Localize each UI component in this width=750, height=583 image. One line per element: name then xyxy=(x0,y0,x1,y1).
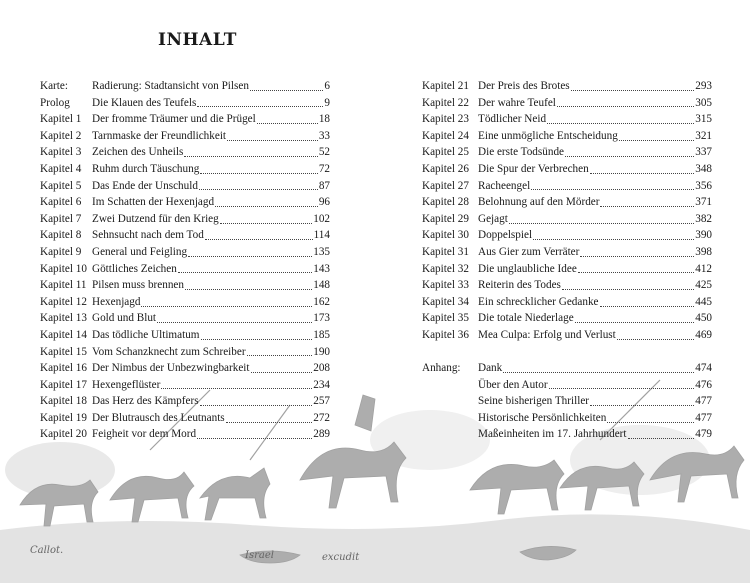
toc-entry xyxy=(40,277,330,294)
toc-entry-label: Kapitel 5 xyxy=(40,179,82,192)
toc-entry xyxy=(422,78,712,95)
dot-leader xyxy=(200,405,313,406)
toc-entry-title: Reiterin des Todes xyxy=(478,279,561,292)
toc-entry-title: Radierung: Stadtansicht von Pilsen xyxy=(92,80,249,92)
toc-left-column xyxy=(40,78,330,443)
dot-leader xyxy=(619,140,694,141)
dot-leader xyxy=(607,422,694,423)
dot-leader xyxy=(226,422,313,423)
toc-entry-label: Kapitel 25 xyxy=(422,146,469,159)
toc-entry xyxy=(422,227,712,244)
toc-entry-page: 185 xyxy=(313,328,330,341)
toc-entry-label: Kapitel 23 xyxy=(422,113,469,126)
dot-leader xyxy=(215,206,318,207)
toc-entry-title: Zwei Dutzend für den Krieg xyxy=(92,212,219,225)
toc-entry-title: Die unglaubliche Idee xyxy=(478,262,577,275)
toc-entry-page: 356 xyxy=(695,179,712,192)
toc-entry-page: 96 xyxy=(318,196,330,209)
toc-entry xyxy=(422,426,712,443)
toc-entry-label: Kapitel 21 xyxy=(422,80,469,92)
dot-leader xyxy=(600,306,695,307)
toc-entry-label: Kapitel 6 xyxy=(40,196,82,209)
toc-entry-page: 390 xyxy=(695,229,712,242)
toc-entry xyxy=(40,327,330,344)
toc-entry xyxy=(40,426,330,443)
toc-entry-title: Pilsen muss brennen xyxy=(92,279,184,292)
toc-entry-page: 234 xyxy=(313,378,330,391)
toc-entry-label: Kapitel 20 xyxy=(40,428,87,441)
signature-middle: Israel xyxy=(245,550,274,561)
toc-entry xyxy=(40,194,330,211)
dot-leader xyxy=(178,272,312,273)
toc-entry-title: Historische Persönlichkeiten xyxy=(478,411,607,424)
dot-leader xyxy=(590,173,695,174)
toc-entry-page: 315 xyxy=(695,113,712,126)
toc-entry-label: Kapitel 19 xyxy=(40,411,87,424)
toc-entry-page: 33 xyxy=(318,129,330,142)
dot-leader xyxy=(220,223,312,224)
dot-leader xyxy=(200,173,318,174)
toc-entry-label: Kapitel 4 xyxy=(40,162,82,175)
dot-leader xyxy=(188,256,312,257)
toc-entry-label: Kapitel 29 xyxy=(422,212,469,225)
toc-entry-page: 135 xyxy=(313,245,330,258)
toc-entry-label: Kapitel 2 xyxy=(40,129,82,142)
toc-entry xyxy=(40,161,330,178)
toc-entry-label: Kapitel 9 xyxy=(40,245,82,258)
toc-entry-page: 9 xyxy=(324,96,330,109)
toc-entry-title: Das Ende der Unschuld xyxy=(92,179,198,192)
dot-leader xyxy=(590,405,694,406)
dot-leader xyxy=(509,223,694,224)
toc-entry-title: Gejagt xyxy=(478,212,508,225)
toc-entry-label: Prolog xyxy=(40,96,70,109)
toc-entry xyxy=(422,410,712,427)
toc-entry-page: 412 xyxy=(695,262,712,275)
toc-entry xyxy=(40,244,330,261)
toc-entry-label: Kapitel 8 xyxy=(40,229,82,242)
toc-entry-page: 208 xyxy=(313,362,330,375)
toc-entry-label: Kapitel 13 xyxy=(40,312,87,325)
toc-entry xyxy=(422,211,712,228)
dot-leader xyxy=(575,322,695,323)
toc-entry-label: Kapitel 18 xyxy=(40,395,87,408)
toc-entry-title: Maßeinheiten im 17. Jahrhundert xyxy=(478,428,627,441)
toc-entry xyxy=(40,344,330,361)
toc-entry-page: 6 xyxy=(324,80,330,92)
toc-entry-label: Kapitel 31 xyxy=(422,245,469,258)
dot-leader xyxy=(184,156,317,157)
dot-leader xyxy=(547,123,694,124)
dot-leader xyxy=(600,206,694,207)
toc-entry-title: Gold und Blut xyxy=(92,312,157,325)
section-gap xyxy=(422,344,712,361)
dot-leader xyxy=(185,289,312,290)
toc-entry-title: Feigheit vor dem Mord xyxy=(92,428,197,441)
toc-entry xyxy=(40,377,330,394)
dot-leader xyxy=(580,256,694,257)
toc-entry-title: Die totale Niederlage xyxy=(478,312,574,325)
toc-entry xyxy=(40,294,330,311)
toc-entry xyxy=(40,78,330,95)
toc-entry-label: Kapitel 28 xyxy=(422,196,469,209)
toc-right-column xyxy=(422,78,712,443)
toc-entry xyxy=(422,161,712,178)
toc-entry-label: Kapitel 1 xyxy=(40,113,82,126)
toc-entry-page: 148 xyxy=(313,279,330,292)
toc-entry-title: Eine unmögliche Entscheidung xyxy=(478,129,618,142)
toc-entry xyxy=(422,360,712,377)
toc-entry-page: 382 xyxy=(695,212,712,225)
toc-entry-page: 474 xyxy=(695,362,712,375)
toc-entry-label: Anhang: xyxy=(422,362,461,375)
toc-entry-page: 72 xyxy=(318,162,330,175)
dot-leader xyxy=(562,289,694,290)
toc-entry-label: Kapitel 36 xyxy=(422,328,469,341)
toc-entry-label: Kapitel 16 xyxy=(40,362,87,375)
toc-entry xyxy=(422,144,712,161)
toc-entry-title: Seine bisherigen Thriller xyxy=(478,395,590,408)
dot-leader xyxy=(571,90,695,91)
dot-leader xyxy=(251,372,313,373)
toc-entry-page: 87 xyxy=(318,179,330,192)
dot-leader xyxy=(227,140,318,141)
toc-entry-title: Dank xyxy=(478,362,503,375)
toc-entry xyxy=(40,144,330,161)
toc-entry xyxy=(40,211,330,228)
toc-entry-page: 305 xyxy=(695,96,712,109)
toc-entry-label: Kapitel 27 xyxy=(422,179,469,192)
toc-entry xyxy=(422,261,712,278)
toc-entry-page: 321 xyxy=(695,129,712,142)
dot-leader xyxy=(557,106,694,107)
toc-entry xyxy=(422,244,712,261)
toc-entry-page: 257 xyxy=(313,395,330,408)
toc-entry-page: 348 xyxy=(695,162,712,175)
toc-entry-page: 445 xyxy=(695,295,712,308)
toc-entry xyxy=(422,277,712,294)
toc-entry-title: Hexenjagd xyxy=(92,295,141,308)
toc-entry-page: 18 xyxy=(318,113,330,126)
toc-entry-page: 476 xyxy=(695,378,712,391)
toc-entry-title: Belohnung auf den Mörder xyxy=(478,196,600,209)
toc-entry-page: 162 xyxy=(313,295,330,308)
toc-entry-page: 337 xyxy=(695,146,712,159)
toc-entry xyxy=(40,178,330,195)
toc-entry-label: Kapitel 26 xyxy=(422,162,469,175)
toc-entry-title: Vom Schanzknecht zum Schreiber xyxy=(92,345,246,358)
toc-entry-title: Ruhm durch Täuschung xyxy=(92,162,200,175)
toc-entry-page: 477 xyxy=(695,395,712,408)
toc-entry-title: General und Feigling xyxy=(92,245,188,258)
toc-entry-label: Kapitel 35 xyxy=(422,312,469,325)
toc-entry xyxy=(422,310,712,327)
dot-leader xyxy=(141,306,312,307)
toc-entry xyxy=(422,194,712,211)
toc-entry-title: Über den Autor xyxy=(478,378,548,391)
toc-entry-title: Der Preis des Brotes xyxy=(478,80,570,92)
toc-entry xyxy=(40,410,330,427)
toc-entry-page: 102 xyxy=(313,212,330,225)
toc-entry-label: Kapitel 3 xyxy=(40,146,82,159)
toc-entry-page: 272 xyxy=(313,411,330,424)
toc-entry xyxy=(40,111,330,128)
toc-entry-label: Kapitel 15 xyxy=(40,345,87,358)
toc-entry-title: Die Spur der Verbrechen xyxy=(478,162,589,175)
dot-leader xyxy=(157,322,312,323)
toc-entry-page: 52 xyxy=(318,146,330,159)
dot-leader xyxy=(628,438,695,439)
toc-entry-title: Der Blutrausch des Leutnants xyxy=(92,411,225,424)
toc-entry xyxy=(422,128,712,145)
toc-entry-title: Racheengel xyxy=(478,179,531,192)
dot-leader xyxy=(199,189,318,190)
dot-leader xyxy=(247,355,313,356)
toc-entry-page: 479 xyxy=(695,428,712,441)
toc-entry-title: Der fromme Träumer und die Prügel xyxy=(92,113,256,126)
toc-entry-title: Das Herz des Kämpfers xyxy=(92,395,199,408)
toc-entry-page: 114 xyxy=(313,229,330,242)
toc-entry-title: Tarnmaske der Freundlichkeit xyxy=(92,129,227,142)
toc-entry-page: 173 xyxy=(313,312,330,325)
toc-entry-label: Kapitel 33 xyxy=(422,279,469,292)
toc-entry-label: Kapitel 11 xyxy=(40,279,87,292)
toc-entry-label: Kapitel 17 xyxy=(40,378,87,391)
toc-entry xyxy=(422,377,712,394)
toc-entry-label: Kapitel 22 xyxy=(422,96,469,109)
toc-entry-title: Tödlicher Neid xyxy=(478,113,547,126)
toc-entry-label: Kapitel 32 xyxy=(422,262,469,275)
dot-leader xyxy=(503,372,694,373)
dot-leader xyxy=(197,106,323,107)
dot-leader xyxy=(531,189,694,190)
toc-entry-title: Göttliches Zeichen xyxy=(92,262,177,275)
toc-entry xyxy=(40,310,330,327)
toc-entry-page: 477 xyxy=(695,411,712,424)
toc-entry-title: Die erste Todsünde xyxy=(478,146,565,159)
dot-leader xyxy=(549,388,695,389)
toc-entry-label: Kapitel 14 xyxy=(40,328,87,341)
toc-entry-title: Der wahre Teufel xyxy=(478,96,556,109)
toc-entry-page: 371 xyxy=(695,196,712,209)
toc-entry-label: Kapitel 7 xyxy=(40,212,82,225)
toc-entry xyxy=(422,111,712,128)
toc-entry-title: Die Klauen des Teufels xyxy=(92,96,197,109)
toc-entry-page: 398 xyxy=(695,245,712,258)
signature-right: excudit xyxy=(322,552,360,563)
toc-entry xyxy=(40,128,330,145)
toc-entry-title: Das tödliche Ultimatum xyxy=(92,328,200,341)
toc-entry-label: Kapitel 24 xyxy=(422,129,469,142)
toc-entry xyxy=(422,294,712,311)
dot-leader xyxy=(617,339,694,340)
toc-entry xyxy=(40,360,330,377)
toc-entry-title: Hexengeflüster xyxy=(92,378,161,391)
toc-entry-label: Karte: xyxy=(40,80,68,92)
toc-entry xyxy=(40,227,330,244)
toc-entry xyxy=(422,178,712,195)
toc-entry-title: Zeichen des Unheils xyxy=(92,146,184,159)
toc-entry-title: Der Nimbus der Unbezwingbarkeit xyxy=(92,362,250,375)
toc-entry-page: 143 xyxy=(313,262,330,275)
toc-entry-page: 293 xyxy=(695,80,712,92)
toc-entry-title: Doppelspiel xyxy=(478,229,533,242)
dot-leader xyxy=(201,339,313,340)
dot-leader xyxy=(533,239,694,240)
toc-entry-title: Mea Culpa: Erfolg und Verlust xyxy=(478,328,616,341)
signature-left: Callot. xyxy=(30,545,64,556)
toc-entry xyxy=(422,95,712,112)
toc-entry-page: 289 xyxy=(313,428,330,441)
dot-leader xyxy=(205,239,313,240)
toc-entry-title: Aus Gier zum Verräter xyxy=(478,245,580,258)
dot-leader xyxy=(257,123,318,124)
toc-entry-title: Ein schrecklicher Gedanke xyxy=(478,295,599,308)
dot-leader xyxy=(565,156,694,157)
dot-leader xyxy=(161,388,312,389)
toc-entry xyxy=(422,327,712,344)
toc-entry-label: Kapitel 12 xyxy=(40,295,87,308)
toc-entry xyxy=(40,261,330,278)
dot-leader xyxy=(197,438,312,439)
toc-entry-label: Kapitel 30 xyxy=(422,229,469,242)
toc-entry xyxy=(40,95,330,112)
toc-entry xyxy=(40,393,330,410)
toc-entry-label: Kapitel 34 xyxy=(422,295,469,308)
dot-leader xyxy=(578,272,694,273)
dot-leader xyxy=(250,90,323,91)
toc-entry-title: Im Schatten der Hexenjagd xyxy=(92,196,215,209)
toc-entry-page: 469 xyxy=(695,328,712,341)
toc-entry-page: 450 xyxy=(695,312,712,325)
toc-entry-page: 190 xyxy=(313,345,330,358)
page-title: INHALT xyxy=(158,30,237,50)
toc-entry-title: Sehnsucht nach dem Tod xyxy=(92,229,204,242)
toc-entry xyxy=(422,393,712,410)
toc-entry-label: Kapitel 10 xyxy=(40,262,87,275)
toc-entry-page: 425 xyxy=(695,279,712,292)
